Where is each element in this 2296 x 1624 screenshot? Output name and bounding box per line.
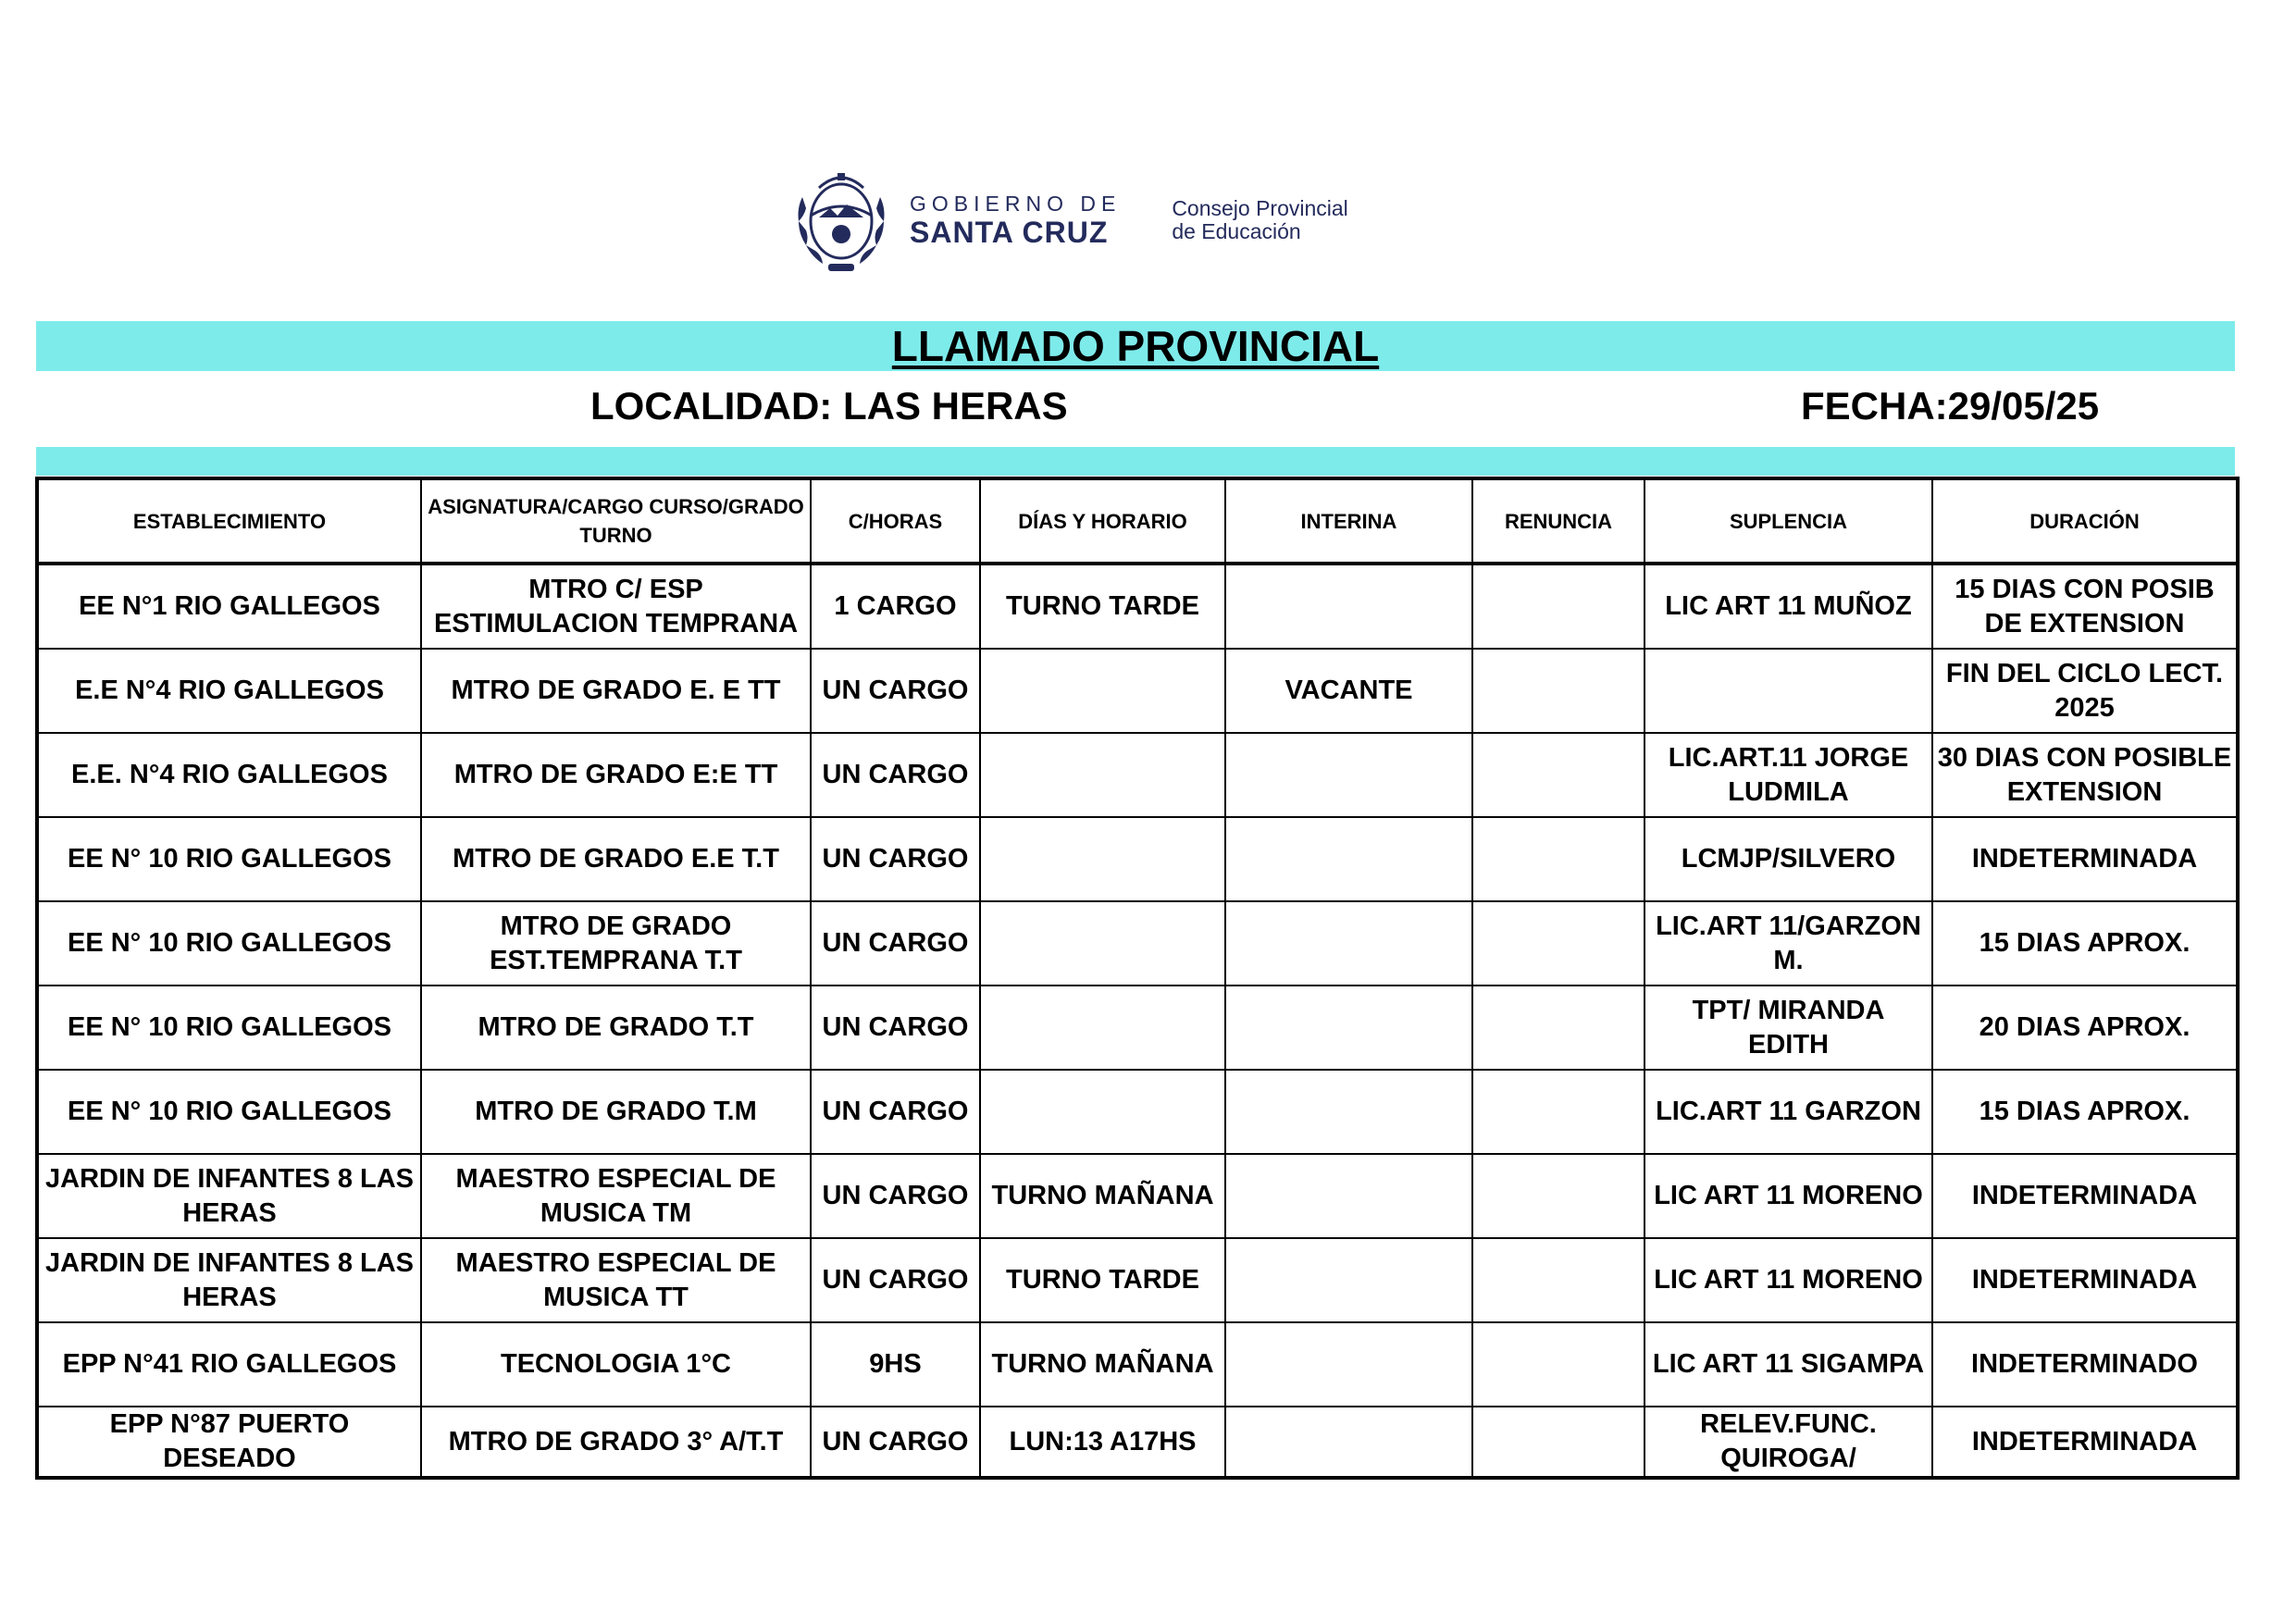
cell-establecimiento: EE N° 10 RIO GALLEGOS bbox=[37, 986, 421, 1070]
cell-horas: UN CARGO bbox=[811, 901, 980, 986]
cell-renuncia bbox=[1472, 1322, 1644, 1407]
cell-suplencia: LIC.ART.11 JORGE LUDMILA bbox=[1644, 733, 1932, 817]
table-row bbox=[37, 1238, 2238, 1322]
cell-dias-horario bbox=[980, 1070, 1225, 1154]
column-header-renuncia: RENUNCIA bbox=[1472, 478, 1644, 564]
cell-renuncia bbox=[1472, 1407, 1644, 1478]
cell-horas: UN CARGO bbox=[811, 1407, 980, 1478]
cell-duracion: 15 DIAS APROX. bbox=[1932, 1070, 2238, 1154]
cell-dias-horario: TURNO TARDE bbox=[980, 564, 1225, 649]
government-wordmark bbox=[910, 192, 1121, 249]
table-header-row bbox=[37, 478, 2238, 564]
cell-suplencia: LIC ART 11 SIGAMPA bbox=[1644, 1322, 1932, 1407]
column-header-asignatura: ASIGNATURA/CARGO CURSO/GRADO TURNO bbox=[421, 478, 811, 564]
cell-interina: VACANTE bbox=[1225, 649, 1472, 733]
cell-dias-horario: LUN:13 A17HS bbox=[980, 1407, 1225, 1478]
table-row bbox=[37, 1407, 2238, 1478]
table-row bbox=[37, 564, 2238, 649]
cell-renuncia bbox=[1472, 649, 1644, 733]
cell-asignatura: MTRO DE GRADO E. E TT bbox=[421, 649, 811, 733]
cell-interina bbox=[1225, 986, 1472, 1070]
column-header-interina: INTERINA bbox=[1225, 478, 1472, 564]
cell-establecimiento: EE N° 10 RIO GALLEGOS bbox=[37, 1070, 421, 1154]
cell-duracion: INDETERMINADA bbox=[1932, 1238, 2238, 1322]
provincial-emblem-icon bbox=[791, 160, 891, 280]
cell-establecimiento: EE N° 10 RIO GALLEGOS bbox=[37, 901, 421, 986]
cell-suplencia bbox=[1644, 649, 1932, 733]
cell-duracion: INDETERMINADA bbox=[1932, 1154, 2238, 1238]
cell-horas: UN CARGO bbox=[811, 1238, 980, 1322]
cell-establecimiento: JARDIN DE INFANTES 8 LAS HERAS bbox=[37, 1238, 421, 1322]
cell-asignatura: MTRO DE GRADO T.T bbox=[421, 986, 811, 1070]
cell-interina bbox=[1225, 1322, 1472, 1407]
cell-dias-horario: TURNO TARDE bbox=[980, 1238, 1225, 1322]
cell-horas: UN CARGO bbox=[811, 649, 980, 733]
cell-dias-horario bbox=[980, 649, 1225, 733]
cell-interina bbox=[1225, 1154, 1472, 1238]
separator-band bbox=[36, 447, 2235, 476]
council-line-2: de Educación bbox=[1172, 218, 1301, 243]
cell-suplencia: LIC ART 11 MORENO bbox=[1644, 1154, 1932, 1238]
table-row bbox=[37, 986, 2238, 1070]
cell-establecimiento: E.E N°4 RIO GALLEGOS bbox=[37, 649, 421, 733]
table-row bbox=[37, 1154, 2238, 1238]
cell-asignatura: MAESTRO ESPECIAL DE MUSICA TT bbox=[421, 1238, 811, 1322]
cell-interina bbox=[1225, 733, 1472, 817]
council-name bbox=[1172, 197, 1347, 243]
cell-duracion: INDETERMINADO bbox=[1932, 1322, 2238, 1407]
column-header-horas: C/HORAS bbox=[811, 478, 980, 564]
cell-suplencia: TPT/ MIRANDA EDITH bbox=[1644, 986, 1932, 1070]
cell-horas: UN CARGO bbox=[811, 1070, 980, 1154]
cell-horas: UN CARGO bbox=[811, 986, 980, 1070]
cell-establecimiento: EE N° 10 RIO GALLEGOS bbox=[37, 817, 421, 901]
cell-suplencia: LIC ART 11 MUÑOZ bbox=[1644, 564, 1932, 649]
cell-suplencia: LCMJP/SILVERO bbox=[1644, 817, 1932, 901]
cell-dias-horario bbox=[980, 901, 1225, 986]
cell-renuncia bbox=[1472, 1154, 1644, 1238]
column-header-duracion: DURACIÓN bbox=[1932, 478, 2238, 564]
cell-duracion: 15 DIAS APROX. bbox=[1932, 901, 2238, 986]
cell-renuncia bbox=[1472, 1238, 1644, 1322]
cell-establecimiento: E.E. N°4 RIO GALLEGOS bbox=[37, 733, 421, 817]
cell-suplencia: LIC.ART 11/GARZON M. bbox=[1644, 901, 1932, 986]
column-header-suplencia: SUPLENCIA bbox=[1644, 478, 1932, 564]
cell-asignatura: MTRO DE GRADO T.M bbox=[421, 1070, 811, 1154]
cell-dias-horario bbox=[980, 817, 1225, 901]
title-band bbox=[36, 321, 2235, 371]
table-row bbox=[37, 901, 2238, 986]
cell-horas: UN CARGO bbox=[811, 1154, 980, 1238]
cell-suplencia: LIC ART 11 MORENO bbox=[1644, 1238, 1932, 1322]
cell-renuncia bbox=[1472, 901, 1644, 986]
cell-horas: 1 CARGO bbox=[811, 564, 980, 649]
cell-interina bbox=[1225, 1070, 1472, 1154]
cell-renuncia bbox=[1472, 564, 1644, 649]
cell-suplencia: LIC.ART 11 GARZON bbox=[1644, 1070, 1932, 1154]
vacancies-table bbox=[35, 477, 2240, 1480]
column-header-establecimiento: ESTABLECIMIENTO bbox=[37, 478, 421, 564]
cell-horas: 9HS bbox=[811, 1322, 980, 1407]
cell-interina bbox=[1225, 817, 1472, 901]
cell-establecimiento: JARDIN DE INFANTES 8 LAS HERAS bbox=[37, 1154, 421, 1238]
cell-asignatura: MTRO DE GRADO 3° A/T.T bbox=[421, 1407, 811, 1478]
cell-suplencia: RELEV.FUNC. QUIROGA/ bbox=[1644, 1407, 1932, 1478]
date-label: FECHA:29/05/25 bbox=[1801, 384, 2100, 428]
table-row bbox=[37, 733, 2238, 817]
cell-establecimiento: EPP N°87 PUERTO DESEADO bbox=[37, 1407, 421, 1478]
cell-duracion: INDETERMINADA bbox=[1932, 817, 2238, 901]
cell-dias-horario: TURNO MAÑANA bbox=[980, 1154, 1225, 1238]
table-row bbox=[37, 1322, 2238, 1407]
cell-dias-horario bbox=[980, 986, 1225, 1070]
council-line-1: Consejo Provincial bbox=[1172, 195, 1348, 220]
gov-line-1: GOBIERNO DE bbox=[910, 191, 1122, 216]
column-header-dias-horario: DÍAS Y HORARIO bbox=[980, 478, 1225, 564]
table-row bbox=[37, 649, 2238, 733]
cell-asignatura: MTRO DE GRADO E.E T.T bbox=[421, 817, 811, 901]
cell-horas: UN CARGO bbox=[811, 817, 980, 901]
gov-line-2: SANTA CRUZ bbox=[910, 215, 1109, 249]
cell-establecimiento: EPP N°41 RIO GALLEGOS bbox=[37, 1322, 421, 1407]
cell-establecimiento: EE N°1 RIO GALLEGOS bbox=[37, 564, 421, 649]
locality-label: LOCALIDAD: LAS HERAS bbox=[590, 384, 1068, 428]
cell-interina bbox=[1225, 901, 1472, 986]
cell-duracion: 20 DIAS APROX. bbox=[1932, 986, 2238, 1070]
cell-horas: UN CARGO bbox=[811, 733, 980, 817]
cell-interina bbox=[1225, 1407, 1472, 1478]
page-title: LLAMADO PROVINCIAL bbox=[891, 322, 1380, 370]
cell-duracion: 15 DIAS CON POSIB DE EXTENSION bbox=[1932, 564, 2238, 649]
cell-duracion: FIN DEL CICLO LECT. 2025 bbox=[1932, 649, 2238, 733]
cell-asignatura: MTRO DE GRADO E:E TT bbox=[421, 733, 811, 817]
cell-duracion: INDETERMINADA bbox=[1932, 1407, 2238, 1478]
cell-dias-horario: TURNO MAÑANA bbox=[980, 1322, 1225, 1407]
cell-interina bbox=[1225, 564, 1472, 649]
cell-asignatura: MTRO C/ ESP ESTIMULACION TEMPRANA bbox=[421, 564, 811, 649]
cell-renuncia bbox=[1472, 733, 1644, 817]
table-row bbox=[37, 1070, 2238, 1154]
header-logo bbox=[791, 157, 1348, 282]
cell-duracion: 30 DIAS CON POSIBLE EXTENSION bbox=[1932, 733, 2238, 817]
cell-renuncia bbox=[1472, 1070, 1644, 1154]
cell-asignatura: MAESTRO ESPECIAL DE MUSICA TM bbox=[421, 1154, 811, 1238]
cell-interina bbox=[1225, 1238, 1472, 1322]
cell-dias-horario bbox=[980, 733, 1225, 817]
cell-renuncia bbox=[1472, 986, 1644, 1070]
cell-renuncia bbox=[1472, 817, 1644, 901]
cell-asignatura: TECNOLOGIA 1°C bbox=[421, 1322, 811, 1407]
cell-asignatura: MTRO DE GRADO EST.TEMPRANA T.T bbox=[421, 901, 811, 986]
table-row bbox=[37, 817, 2238, 901]
